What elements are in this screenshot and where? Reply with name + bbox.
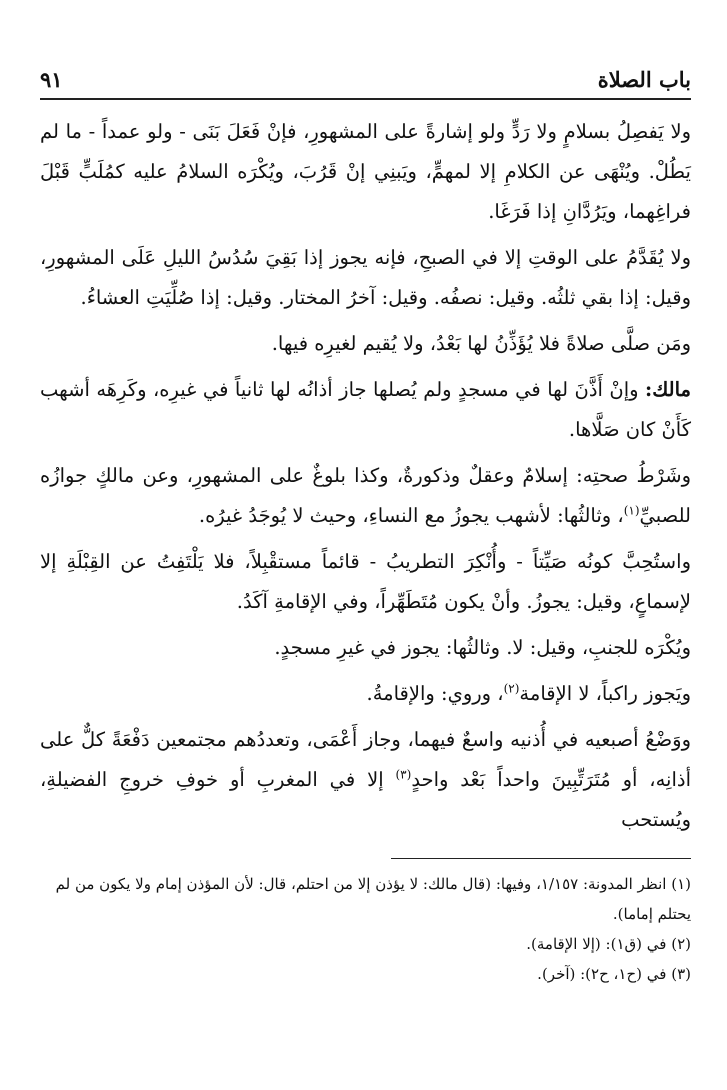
footnote: (٣) في (ح١، ح٢): (آخر). — [537, 965, 691, 983]
footnote-ref[interactable]: (٣) — [395, 767, 412, 782]
paragraph-text: ، وروي: والإقامةُ. — [366, 682, 504, 705]
footnote: (٢) في (ق١): (إلا الإقامة). — [526, 935, 691, 953]
paragraph-text: وإنْ أَذَّنَ لها في مسجدٍ ولم يُصلها جاز أذانُه لها ثانياً في غيرِه، وكَرِهَه أشهب كَأَنْ كان صَلَّاها. — [40, 378, 691, 441]
chapter-title: باب الصلاة — [597, 67, 691, 92]
paragraph: ويُكْرَه للجنبِ، وقيل: لا. وثالثُها: يجوز في غيرِ مسجدٍ. — [274, 636, 691, 659]
page-header — [40, 60, 691, 100]
footnote: (١) انظر المدونة: ١/١٥٧، وفيها: (قال مالك: لا يؤذن إلا من احتلم، قال: لأن المؤذن إمام ولا يكون من لم يحتلم إماما). — [55, 875, 691, 923]
paragraph-text: ويَجوز راكباً، لا الإقامة — [519, 682, 691, 705]
footnote-ref[interactable]: (١) — [623, 503, 640, 518]
paragraph-text: إلا في المغربِ أو خوفِ خروجِ الفضيلةِ، ويُستحب — [40, 768, 691, 831]
paragraph: ومَن صلَّى صلاةً فلا يُؤَذِّنُ لها بَعْدُ، ولا يُقيم لغيرِه فيها. — [271, 332, 691, 355]
book-page — [40, 60, 691, 1070]
paragraph-malik — [40, 370, 691, 450]
paragraph-text: ووَضْعُ أصبعيه في أُذنيه واسعٌ فيهما، وجاز أَعْمَى، وتعددُهم مجتمعين دَفْعَةً كلٌّ على أذانِه، أو مُتَرَتِّبِينَ واحداً بَعْد واحدٍ — [40, 728, 691, 791]
footnote-ref[interactable]: (٢) — [503, 681, 520, 696]
paragraph-lead: مالك: — [645, 378, 691, 401]
footnote-divider — [391, 858, 691, 859]
page-number: ٩١ — [40, 67, 63, 92]
main-text — [40, 112, 691, 840]
paragraph — [40, 674, 691, 714]
paragraph: ولا يُقَدَّمُ على الوقتِ إلا في الصبحِ، فإنه يجوز إذا بَقِيَ سُدُسُ الليلِ عَلَى المشهورِ، وقيل: إذا بقي ثلثُه. وقيل: نصفُه. وقيل: آخرُ المختار. وقيل: إذا صُلِّيَتِ العشاءُ. — [40, 246, 691, 309]
paragraph: ولا يَفصِلُ بسلامٍ ولا رَدٍّ ولو إشارةً على المشهورِ، فإنْ فَعَلَ بَنَى - ولو عمداً - ما لم يَطُلْ. ويُنْهَى عن الكلامِ إلا لمهمٍّ، ويَبنِي إنْ قَرُبَ، ويُكْرَه السلامُ عليه كمُلَبٍّ قَبْلَ فراغِهما، ويَرُدَّانِ إذا فَرَغَا. — [40, 120, 691, 223]
paragraph: واستُحِبَّ كونُه صَيِّتاً - وأُنْكِرَ التطريبُ - قائماً مستقْبِلاً، فلا يَلْتَفِتُ عن القِبْلَةِ إلا لإسماعٍ، وقيل: يجوزُ. وأنْ يكون مُتَطَهِّراً، وفي الإقامةِ آكَدُ. — [40, 550, 691, 613]
footnotes — [40, 869, 691, 989]
paragraph-text: ، وثالثُها: لأشهب يجوزُ مع النساءِ، وحيث لا يُوجَدُ غيرُه. — [198, 504, 624, 527]
paragraph — [40, 720, 691, 840]
paragraph-text: وشَرْطُ صحتِه: إسلامٌ وعقلٌ وذكورةٌ، وكذا بلوغٌ على المشهورِ، وعن مالكٍ جوازُه للصبيِّ — [40, 464, 691, 527]
paragraph — [40, 456, 691, 536]
